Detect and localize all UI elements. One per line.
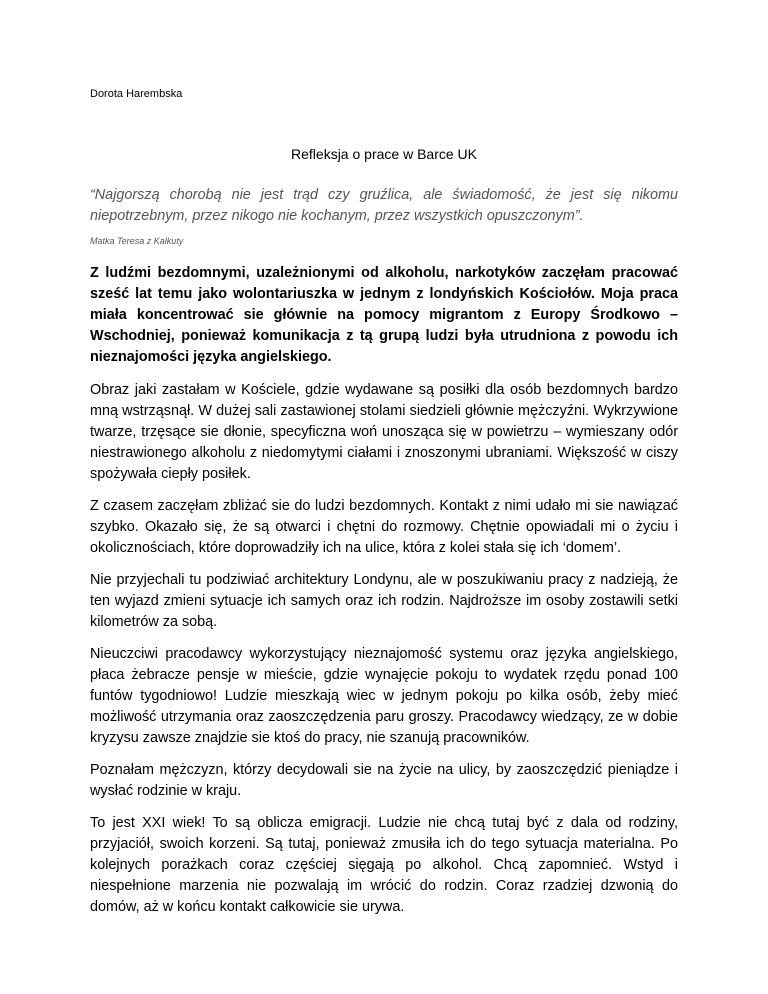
paragraph: Nie przyjechali tu podziwiać architektury Londynu, ale w poszukiwaniu pracy z nadzieją, że ten wyjazd zmieni sytuacje ich samych oraz ich rodzin. Najdroższe im osoby zostawili setki kilometrów za sobą. — [90, 572, 678, 630]
paragraph: Obraz jaki zastałam w Kościele, gdzie wydawane są posiłki dla osób bezdomnych bardzo mną wstrząsnął. W dużej sali zastawionej stolami siedzieli głównie mężczyźni. Wykrzywione twarze, trzęsące sie dłonie, specyficzna woń unosząca się w powietrzu – wymieszany odór niestrawionego alkoholu z niedomytymi ciałami i znoszonymi ubraniami. Większość w ciszy spożywała ciepły posiłek. — [90, 382, 678, 482]
epigraph-author: Matka Teresa z Kalkuty — [90, 236, 184, 246]
lead-paragraph: Z ludźmi bezdomnymi, uzależnionymi od alkoholu, narkotyków zaczęłam pracować sześć lat temu jako wolontariuszka w jednym z londyńskich Kościołów. Moja praca miała koncentrować sie głównie na pomocy migrantom z Europy Środkowo – Wschodniej, ponieważ komunikacja z tą grupą ludzi była utrudniona z powodu ich nieznajomości języka angielskiego. — [90, 265, 678, 365]
paragraph: Z czasem zaczęłam zbliżać sie do ludzi bezdomnych. Kontakt z nimi udało mi sie nawiązać szybko. Okazało się, że są otwarci i chętni do rozmowy. Chętnie opowiadali mi o życiu i okolicznościach, które doprowadziły ich na ulice, która z kolei stała się ich ‘domem’. — [90, 498, 678, 556]
document-title: Refleksja o prace w Barce UK — [291, 146, 477, 162]
epigraph-quote: “Najgorszą chorobą nie jest trąd czy gruźlica, ale świadomość, że jest się nikomu niepotrzebnym, przez nikogo nie kochanym, przez wszystkich opuszczonym”. — [90, 187, 678, 224]
paragraph: To jest XXI wiek! To są oblicza emigracji. Ludzie nie chcą tutaj być z dala od rodziny, przyjaciół, swoich korzeni. Są tutaj, ponieważ zmusiła ich do tego sytuacja materialna. Po kolejnych porażkach coraz częściej sięgają po alkohol. Chcą zapomnieć. Wstyd i niespełnione marzenia nie pozwalają im wrócić do rodzin. Coraz rzadziej dzwonią do domów, aż w końcu kontakt całkowicie sie urywa. — [90, 815, 678, 915]
paragraph: Poznałam mężczyzn, którzy decydowali sie na życie na ulicy, by zaoszczędzić pieniądze i wysłać rodzinie w kraju. — [90, 762, 678, 799]
body-text — [90, 263, 678, 929]
paragraph: Nieuczciwi pracodawcy wykorzystujący nieznajomość systemu oraz języka angielskiego, płaca żebracze pensje w mieście, gdzie wynajęcie pokoju to wydatek rzędu ponad 100 funtów tygodniowo! Ludzie mieszkają wiec w jednym pokoju po kilka osób, żeby mieć możliwość utrzymania oraz zaoszczędzenia paru groszy. Pracodawcy wiedzący, ze w dobie kryzysu zawsze znajdzie sie ktoś do pracy, nie szanują pracowników. — [90, 646, 678, 746]
author-name: Dorota Harembska — [90, 88, 183, 100]
